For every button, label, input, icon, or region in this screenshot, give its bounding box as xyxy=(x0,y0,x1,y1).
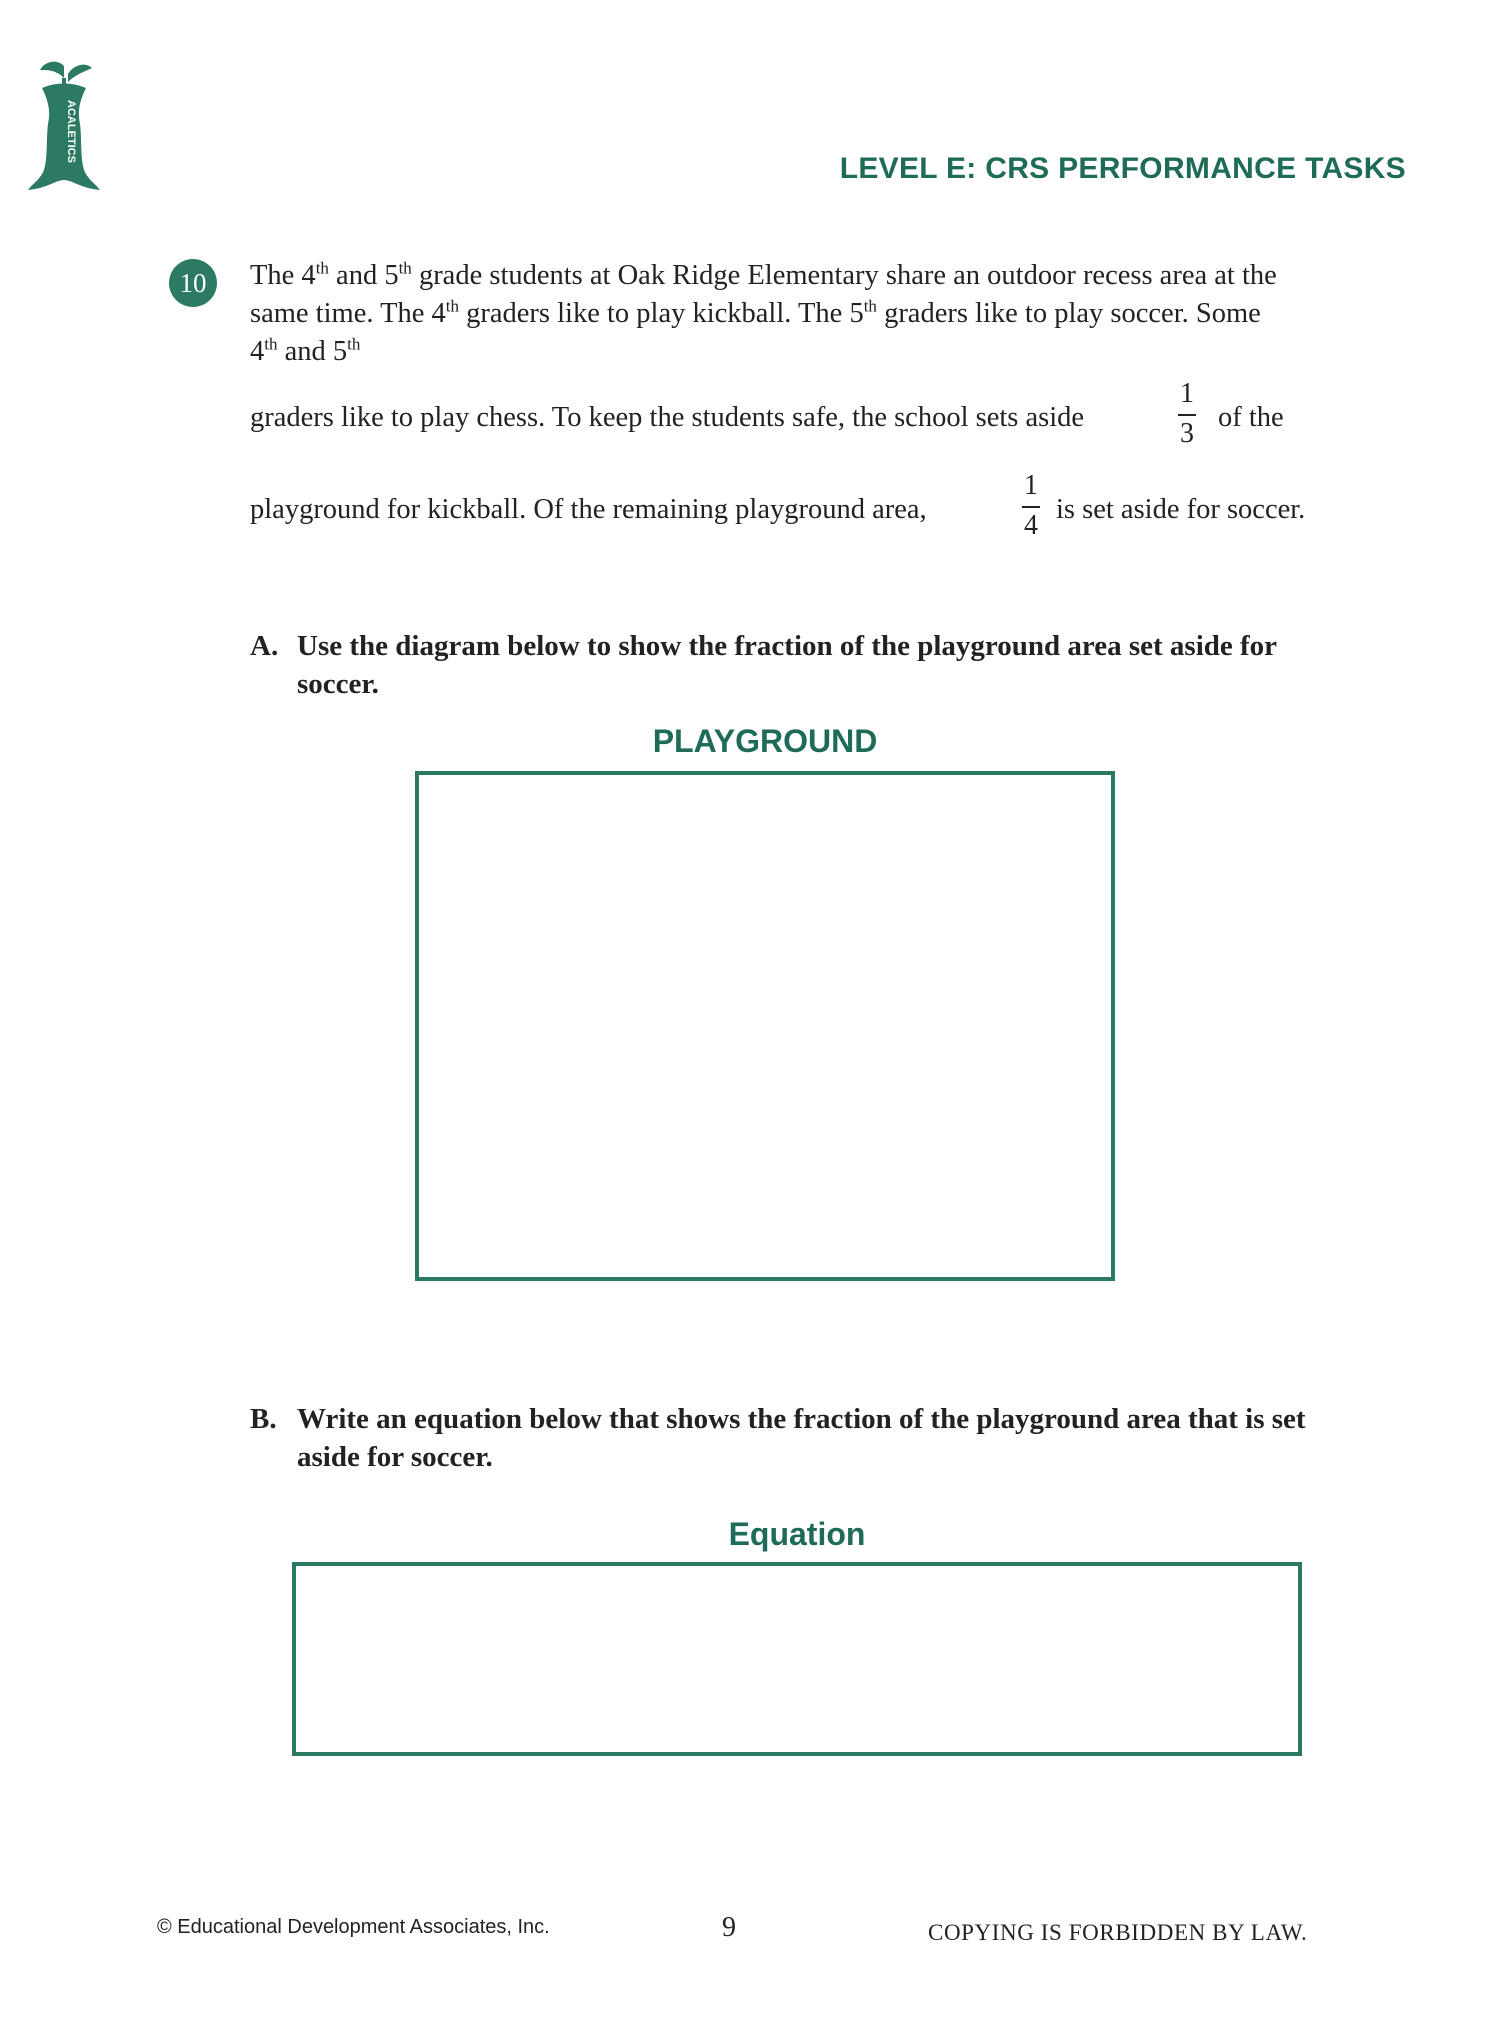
fraction-one-third: 1 3 xyxy=(1180,378,1194,449)
problem-line-1: The 4th and 5th grade students at Oak Ridge Elementary share an outdoor recess area at the xyxy=(250,258,1277,291)
footer-copyright: © Educational Development Associates, Inc. xyxy=(157,1916,550,1938)
equation-box-title: Equation xyxy=(728,1516,866,1552)
equation-answer-box[interactable] xyxy=(292,1562,1302,1756)
acaletics-logo xyxy=(22,60,106,196)
playground-diagram-box[interactable] xyxy=(415,771,1115,1281)
logo-leaf-left xyxy=(40,62,64,78)
page-header-title: LEVEL E: CRS PERFORMANCE TASKS xyxy=(839,152,1406,185)
logo-apple-core-icon xyxy=(28,84,100,191)
page-number: 9 xyxy=(722,1912,736,1943)
playground-box-title: PLAYGROUND xyxy=(652,723,878,759)
problem-text xyxy=(250,257,1410,371)
footer-notice: COPYING IS FORBIDDEN BY LAW. xyxy=(928,1920,1308,1945)
logo-leaf-right xyxy=(68,65,92,82)
part-a-prompt: A. Use the diagram below to show the fraction of the playground area set aside for soccer. xyxy=(250,630,1278,700)
fraction-one-fourth: 1 4 xyxy=(1024,470,1038,541)
part-b-prompt: B. Write an equation below that shows the fraction of the playground area that is set aside for soccer. xyxy=(250,1403,1306,1473)
problem-line-5: playground for kickball. Of the remaining playground area, 1 4 is set aside for soccer. xyxy=(250,470,1306,541)
problem-line-3: 4th and 5th xyxy=(250,334,361,367)
problem-line-2: same time. The 4th graders like to play kickball. The 5th graders like to play soccer. Some xyxy=(250,296,1261,329)
problem-line-4: graders like to play chess. To keep the students safe, the school sets aside 1 3 of the xyxy=(250,378,1284,449)
logo-text: ACALETICS xyxy=(65,100,77,163)
question-number-badge: 10 xyxy=(169,259,217,307)
